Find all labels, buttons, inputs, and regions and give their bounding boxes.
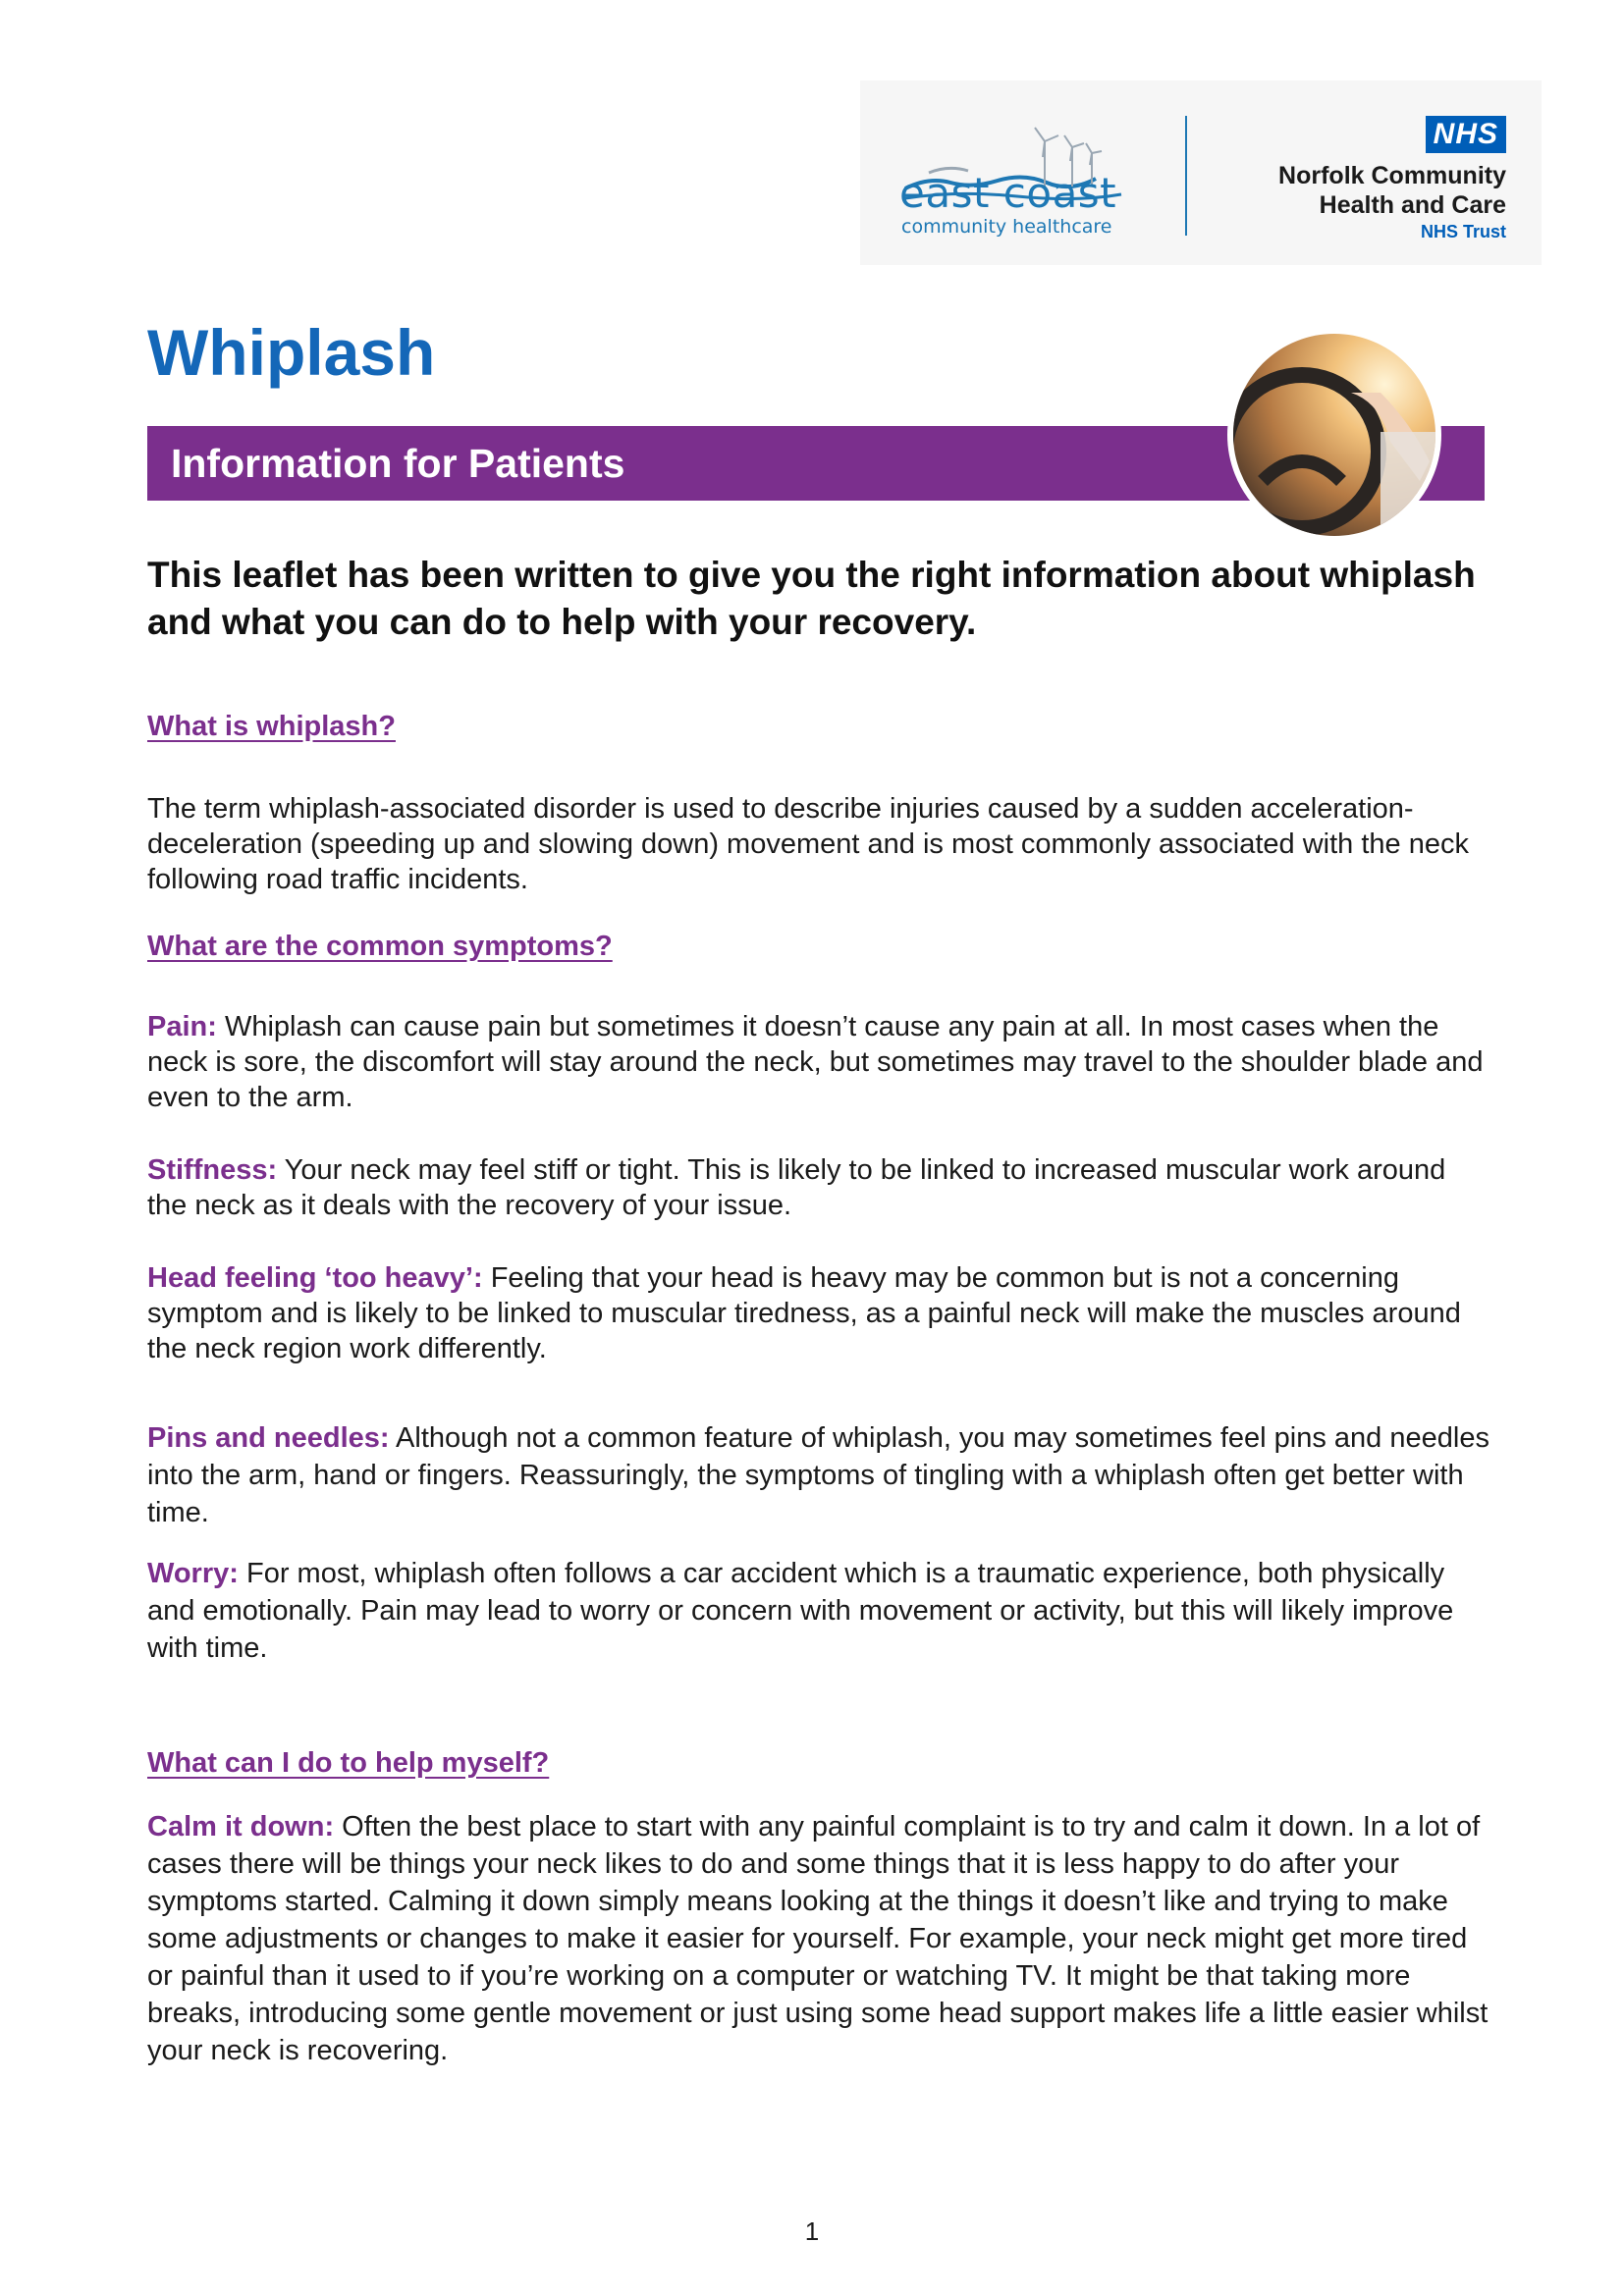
paragraph-worry	[147, 1555, 1492, 1667]
trust-line-1: Norfolk Community	[1278, 162, 1506, 189]
trust-line-3: NHS Trust	[1420, 222, 1506, 241]
steering-wheel-icon	[1233, 334, 1435, 536]
heading-help-myself: What can I do to help myself?	[147, 1747, 550, 1779]
paragraph-calm-it-down	[147, 1808, 1492, 2069]
stiffness-text: Your neck may feel stiff or tight. This is likely to be linked to increased muscular work around the neck as it deals with the recovery of your issue.	[147, 1154, 1446, 1221]
heavy-head-text: Feeling that your head is heavy may be common but is not a concerning symptom and is likely to be linked to muscular tiredness, as a painful neck will make the muscles around the neck region work differently.	[147, 1262, 1461, 1364]
driver-photo	[1227, 328, 1441, 542]
logo-divider	[1185, 116, 1187, 236]
heading-symptoms: What are the common symptoms?	[147, 931, 613, 962]
heavy-head-label: Head feeling ‘too heavy’:	[147, 1262, 483, 1294]
page-number: 1	[804, 2216, 820, 2246]
ecch-name: east coast	[899, 169, 1117, 217]
paragraph-pins-needles	[147, 1419, 1492, 1531]
pins-needles-text: Although not a common feature of whiplash, you may sometimes feel pins and needles into the arm, hand or fingers. Reassuringly, the symptoms of tingling with a whiplash often get better with time.	[147, 1422, 1489, 1528]
pain-label: Pain:	[147, 1011, 217, 1042]
worry-label: Worry:	[147, 1558, 239, 1589]
paragraph-heavy-head	[147, 1260, 1492, 1366]
banner-text: Information for Patients	[171, 441, 625, 486]
trust-line-2: Health and Care	[1319, 191, 1506, 219]
ecch-subtitle: community healthcare	[901, 216, 1112, 238]
calm-text: Often the best place to start with any painful complaint is to try and calm it down. In a lot of cases there will be things your neck likes to do and some things that it is less happy to do after your symptoms started. Calming it down simply means looking at the things it doesn’t like and trying to make some adjustments or changes to make it easier for yourself. For example, your neck might get more tired or painful than it used to if you’re working on a computer or watching TV. It might be that taking more breaks, introducing some gentle movement or just using some head support makes life a little easier whilst your neck is recovering.	[147, 1811, 1489, 2066]
header-logos	[860, 80, 1542, 265]
intro-paragraph: This leaflet has been written to give you the right information about whiplash and what you can do to help with your recovery.	[147, 555, 1476, 642]
paragraph-stiffness	[147, 1152, 1492, 1223]
pins-needles-label: Pins and needles:	[147, 1422, 390, 1454]
calm-label: Calm it down:	[147, 1811, 335, 1842]
worry-text: For most, whiplash often follows a car accident which is a traumatic experience, both physically and emotionally. Pain may lead to worry or concern with movement or activity, but this will likely improve with time.	[147, 1558, 1454, 1664]
paragraph-what-is: The term whiplash-associated disorder is used to describe injuries caused by a sudden acceleration-deceleration (speeding up and slowing down) movement and is most commonly associated with the neck following road traffic incidents.	[147, 793, 1469, 895]
stiffness-label: Stiffness:	[147, 1154, 278, 1186]
trust-name	[1278, 161, 1506, 243]
nhs-logo: NHS	[1426, 116, 1506, 153]
heading-what-is-whiplash: What is whiplash?	[147, 711, 396, 742]
pain-text: Whiplash can cause pain but sometimes it doesn’t cause any pain at all. In most cases when the neck is sore, the discomfort will stay around the neck, but sometimes may travel to the shoulder blade and even to the arm.	[147, 1011, 1484, 1113]
page-title: Whiplash	[147, 316, 436, 389]
paragraph-pain	[147, 1009, 1492, 1115]
